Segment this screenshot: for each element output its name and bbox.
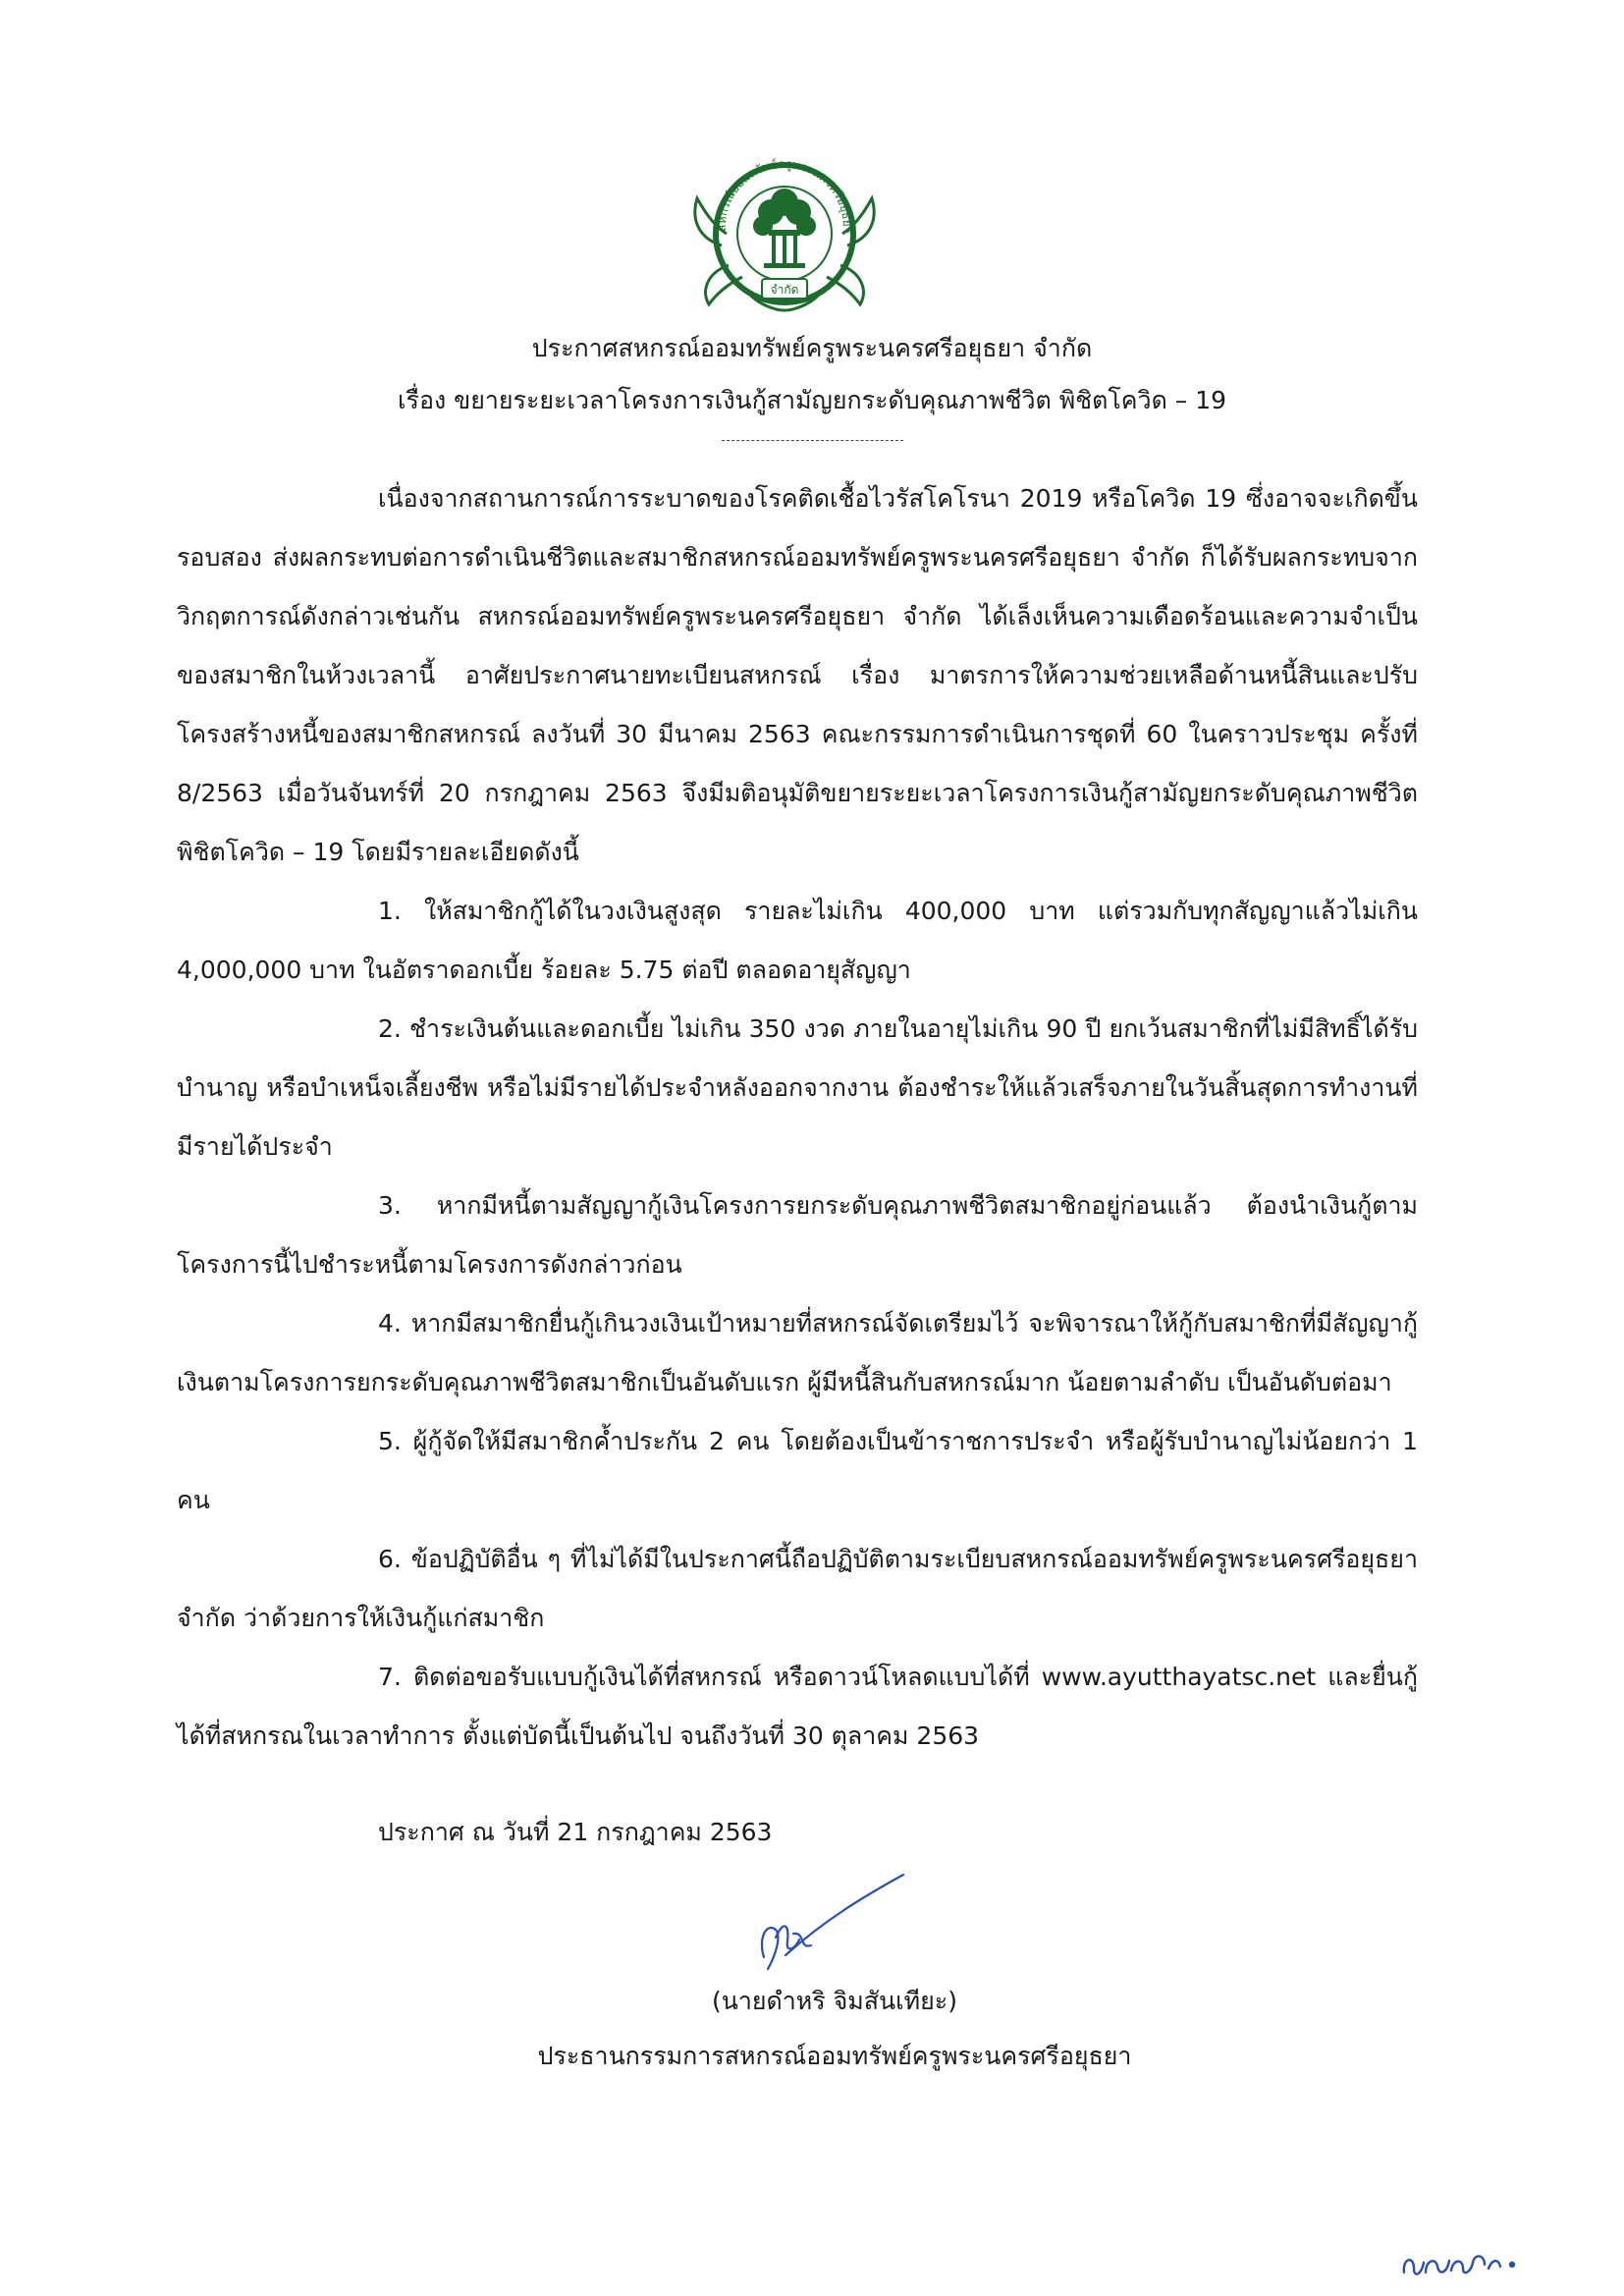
title-divider (722, 440, 903, 441)
signer-name: (นายดำหริ จิมสันเทียะ) (712, 1987, 957, 2015)
cooperative-seal-logo (687, 147, 882, 316)
announcement-subject: เรื่อง ขยายระยะเวลาโครงการเงินกู้สามัญยกระดับคุณภาพชีวิต พิชิตโควิด – 19 (397, 386, 1227, 414)
list-item: 2. ชำระเงินต้นและดอกเบี้ย ไม่เกิน 350 งวด ภายในอายุไม่เกิน 90 ปี ยกเว้นสมาชิกที่ไม่มีสิทธิ์ได้รับบำนาญ หรือบำเหน็จเลี้ยงชีพ หรือไม่มีรายได้ประจำหลังออกจากงาน ต้องชำระให้แล้วเสร็จภายในวันสิ้นสุดการทำงานที่มีรายได้ประจำ (177, 1014, 1418, 1161)
logo-ring-text: สหกรณ์ออมทรัพย์ครูพระนครศรีอยุธยา (714, 156, 855, 235)
handwritten-signature (746, 1871, 913, 1989)
intro-paragraph: เนื่องจากสถานการณ์การระบาดของโรคติดเชื้อไวรัสโคโรนา 2019 หรือโควิด 19 ซึ่งอาจจะเกิดขึ้นรอบสอง ส่งผลกระทบต่อการดำเนินชีวิตและสมาชิกสหกรณ์ออมทรัพย์ครูพระนครศรีอยุธยา จำกัด ก็ได้รับผลกระทบจากวิกฤตการณ์ดังกล่าวเช่นกัน สหกรณ์ออมทรัพย์ครูพระนครศรีอยุธยา จำกัด ได้เล็งเห็นความเดือดร้อนและความจำเป็นของสมาชิกในห้วงเวลานี้ อาศัยประกาศนายทะเบียนสหกรณ์ เรื่อง มาตรการให้ความช่วยเหลือด้านหนี้สินและปรับโครงสร้างหนี้ของสมาชิกสหกรณ์ ลงวันที่ 30 มีนาคม 2563 คณะกรรมการดำเนินการชุดที่ 60 ในคราวประชุม ครั้งที่ 8/2563 เมื่อวันจันทร์ที่ 20 กรกฎาคม 2563 จึงมีมติอนุมัติขยายระยะเวลาโครงการเงินกู้สามัญยกระดับคุณภาพชีวิต พิชิตโควิด – 19 โดยมีรายละเอียดดังนี้ (177, 484, 1418, 866)
list-item: 7. ติดต่อขอรับแบบกู้เงินได้ที่สหกรณ์ หรือดาวน์โหลดแบบได้ที่ www.ayutthayatsc.net และยื่นกู้ได้ที่สหกรณในเวลาทำการ ตั้งแต่บัดนี้เป็นต้นไป จนถึงวันที่ 30 ตุลาคม 2563 (177, 1663, 1418, 1750)
signer-block (432, 1974, 1237, 2084)
announcement-body (177, 469, 1418, 1766)
list-item: 6. ข้อปฏิบัติอื่น ๆ ที่ไม่ได้มีในประกาศนี้ถือปฏิบัติตามระเบียบสหกรณ์ออมทรัพย์ครูพระนครศรีอยุธยา จำกัด ว่าด้วยการให้เงินกู้แก่สมาชิก (177, 1545, 1418, 1632)
logo-banner-text: จำกัด (770, 283, 799, 297)
list-item: 4. หากมีสมาชิกยื่นกู้เกินวงเงินเป้าหมายที่สหกรณ์จัดเตรียมไว้ จะพิจารณาให้กู้กับสมาชิกที่มีสัญญากู้เงินตามโครงการยกระดับคุณภาพชีวิตสมาชิกเป็นอันดับแรก ผู้มีหนี้สินกับสหกรณ์มาก น้อยตามลำดับ เป็นอันดับต่อมา (177, 1309, 1418, 1396)
signer-position: ประธานกรรมการสหกรณ์ออมทรัพย์ครูพระนครศรีอยุธยา (537, 2042, 1132, 2070)
handwritten-note (1396, 2229, 1534, 2288)
list-item: 5. ผู้กู้จัดให้มีสมาชิกค้ำประกัน 2 คน โดยต้องเป็นข้าราชการประจำ หรือผู้รับบำนาญไม่น้อยกว่า 1 คน (177, 1427, 1418, 1514)
announcement-header (0, 322, 1624, 441)
announcement-date: ประกาศ ณ วันที่ 21 กรกฎาคม 2563 (378, 1818, 773, 1846)
list-item: 3. หากมีหนี้ตามสัญญากู้เงินโครงการยกระดับคุณภาพชีวิตสมาชิกอยู่ก่อนแล้ว ต้องนำเงินกู้ตามโครงการนี้ไปชำระหนี้ตามโครงการดังกล่าวก่อน (177, 1191, 1418, 1279)
announcement-title: ประกาศสหกรณ์ออมทรัพย์ครูพระนครศรีอยุธยา จำกัด (531, 334, 1093, 362)
list-item: 1. ให้สมาชิกกู้ได้ในวงเงินสูงสุด รายละไม่เกิน 400,000 บาท แต่รวมกับทุกสัญญาแล้วไม่เกิน 4,000,000 บาท ในอัตราดอกเบี้ย ร้อยละ 5.75 ต่อปี ตลอดอายุสัญญา (177, 897, 1418, 984)
